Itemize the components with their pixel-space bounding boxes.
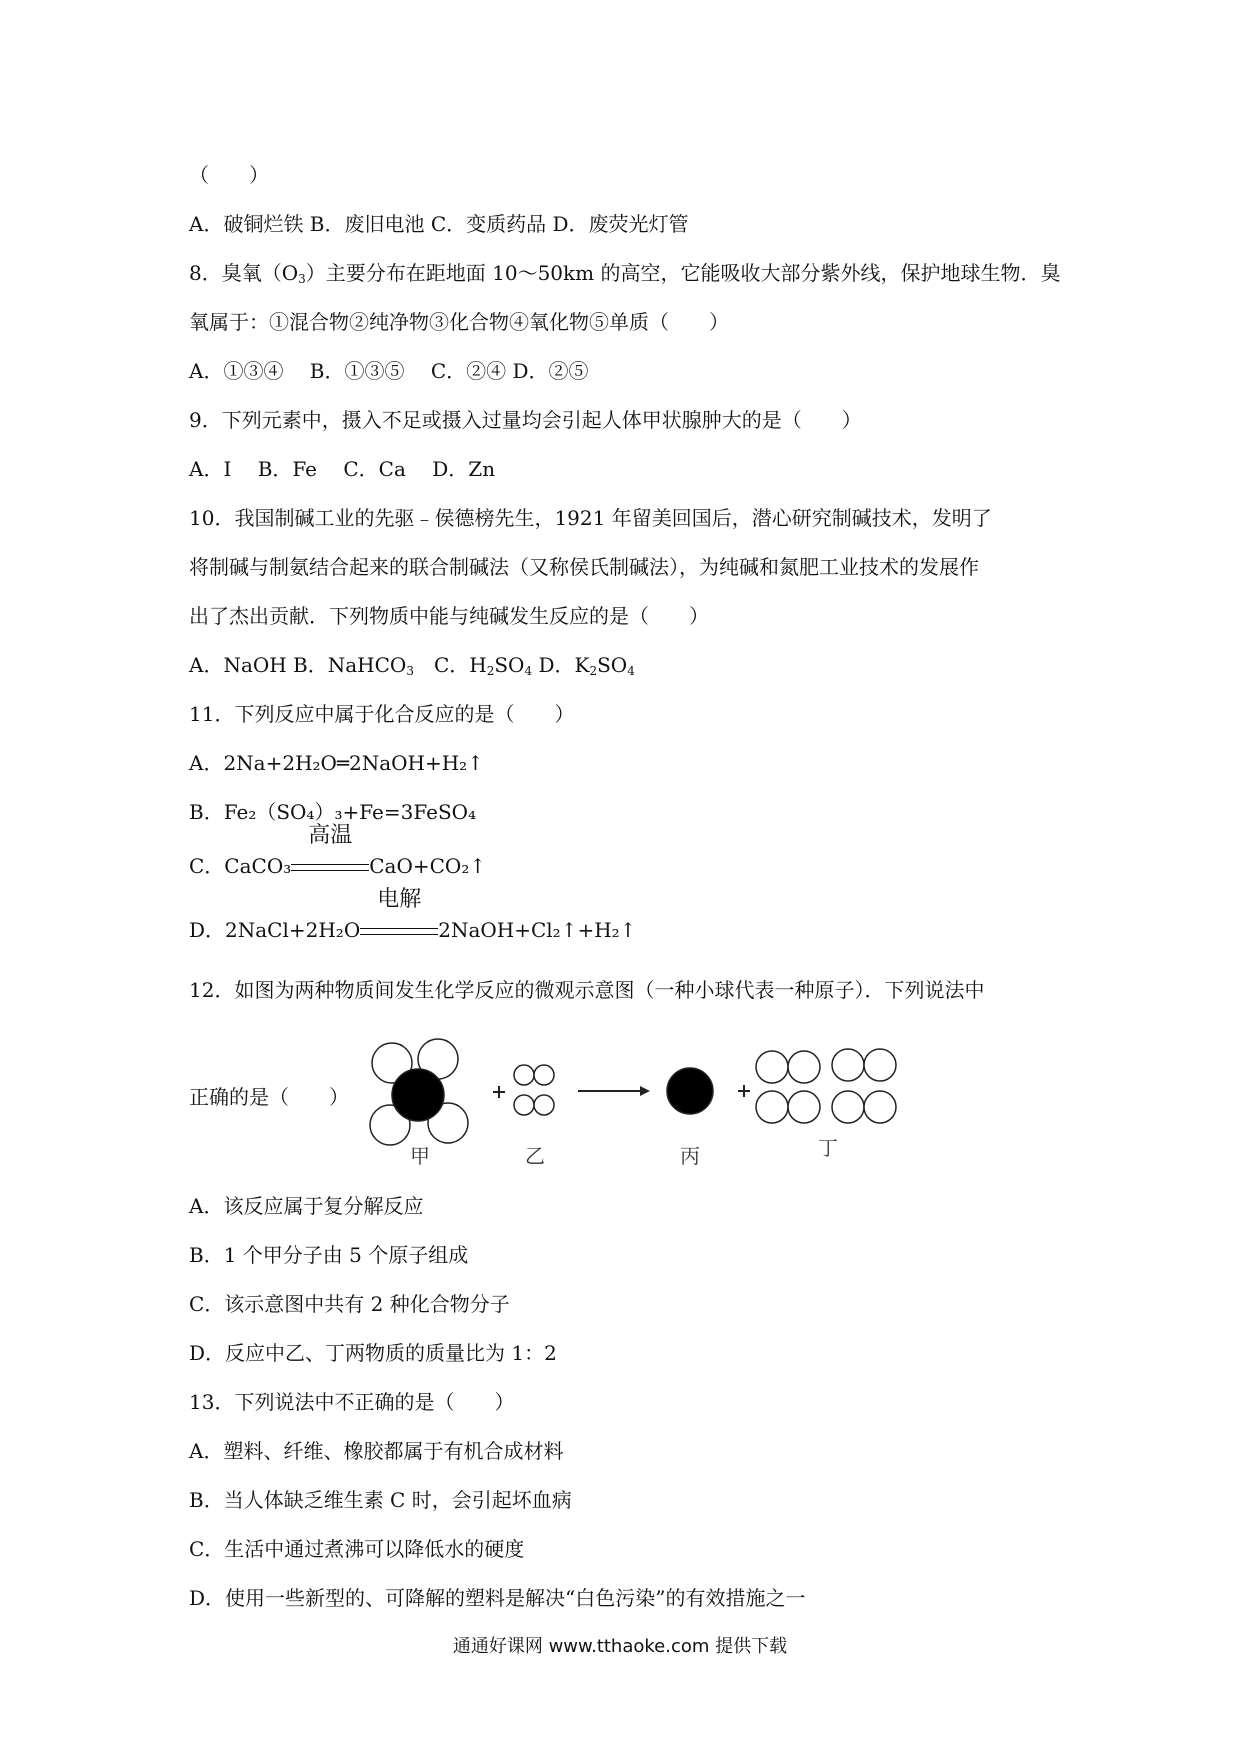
ding-atom <box>832 1091 864 1123</box>
ding-atom <box>756 1091 788 1123</box>
q13-option-d: D．使用一些新型的、可降解的塑料是解决“白色污染”的有效措施之一 <box>189 1586 806 1610</box>
q11-option-c: C．CaCO₃ 高温 CaO+CO₂↑ <box>189 823 487 878</box>
q8-options: A．①③④ B．①③⑤ C．②④ D．②⑤ <box>189 359 589 383</box>
q10-stem-line2: 将制碱与制氨结合起来的联合制碱法（又称侯氏制碱法），为纯碱和氮肥工业技术的发展作 <box>189 555 979 579</box>
ding-atom <box>788 1051 820 1083</box>
q11-option-a: A．2Na+2H₂O═2NaOH+H₂↑ <box>189 751 484 775</box>
q13-option-b: B．当人体缺乏维生素 C 时，会引起坏血病 <box>189 1488 572 1512</box>
reaction-condition-high-temp: 高温 <box>291 853 369 879</box>
q10-options: A．NaOH B．NaHCO$_3$ C．$H_2SO_4$ D．$K_2SO_4$ <box>189 653 635 678</box>
label-yi: 乙 <box>525 1144 545 1168</box>
top-bracket: （ ） <box>189 163 269 187</box>
ding-atom <box>756 1051 788 1083</box>
jia-large-atom <box>392 1069 444 1121</box>
q13-stem: 13．下列说法中不正确的是（ ） <box>189 1390 515 1414</box>
ding-atom <box>832 1049 864 1081</box>
q11-option-b: B．Fe₂（SO₄）₃+Fe=3FeSO₄ <box>189 800 477 824</box>
yi-atom <box>514 1095 534 1115</box>
ding-atom <box>864 1091 896 1123</box>
ding-atom <box>788 1091 820 1123</box>
q12-option-d: D．反应中乙、丁两物质的质量比为 1：2 <box>189 1341 557 1365</box>
footer-source: 通通好课网 www.tthaoke.com 提供下载 <box>452 1636 788 1657</box>
yi-atom <box>534 1065 554 1085</box>
reaction-condition-electrolysis: 电解 <box>360 917 438 943</box>
q8-stem-line1: 8．臭氧$(O_3)$主要分布在距地面 10～50km 的高空，它能吸收大部分紫外线，保护地球生物．臭 <box>189 261 1061 286</box>
reaction-micro-diagram <box>360 1025 920 1175</box>
q10-stem-line1: 10．我国制碱工业的先驱﹣侯德榜先生，1921 年留美回国后，潜心研究制碱技术，发明了 <box>189 506 992 530</box>
bing-atom <box>667 1068 713 1114</box>
q7-options: A．破铜烂铁 B．废旧电池 C．变质药品 D．废荧光灯管 <box>189 212 689 236</box>
q9-options: A．I B．Fe C．Ca D．Zn <box>189 457 496 481</box>
q13-option-a: A．塑料、纤维、橡胶都属于有机合成材料 <box>189 1439 564 1463</box>
label-bing: 丙 <box>680 1144 700 1168</box>
q12-stem-line2: 正确的是（ ） <box>189 1085 349 1109</box>
label-jia: 甲 <box>410 1144 430 1168</box>
ding-atom <box>864 1049 896 1081</box>
label-ding: 丁 <box>818 1136 838 1160</box>
q10-stem-line3: 出了杰出贡献．下列物质中能与纯碱发生反应的是（ ） <box>189 604 709 628</box>
arrow-head <box>640 1086 650 1096</box>
q8-stem-line2: 氧属于：①混合物②纯净物③化合物④氧化物⑤单质（ ） <box>189 310 729 334</box>
q11-option-d: D．2NaCl+2H₂O 电解 2NaOH+Cl₂↑+H₂↑ <box>189 887 637 942</box>
yi-atom <box>514 1065 534 1085</box>
q12-option-a: A．该反应属于复分解反应 <box>189 1194 424 1218</box>
q13-option-c: C．生活中通过煮沸可以降低水的硬度 <box>189 1537 525 1561</box>
q9-stem: 9．下列元素中，摄入不足或摄入过量均会引起人体甲状腺肿大的是（ ） <box>189 408 862 432</box>
q12-option-b: B．1 个甲分子由 5 个原子组成 <box>189 1243 469 1267</box>
q11-stem: 11．下列反应中属于化合反应的是（ ） <box>189 702 575 726</box>
q12-stem-line1: 12．如图为两种物质间发生化学反应的微观示意图（一种小球代表一种原子）．下列说法中 <box>189 978 985 1002</box>
q12-option-c: C．该示意图中共有 2 种化合物分子 <box>189 1292 510 1316</box>
yi-atom <box>534 1095 554 1115</box>
